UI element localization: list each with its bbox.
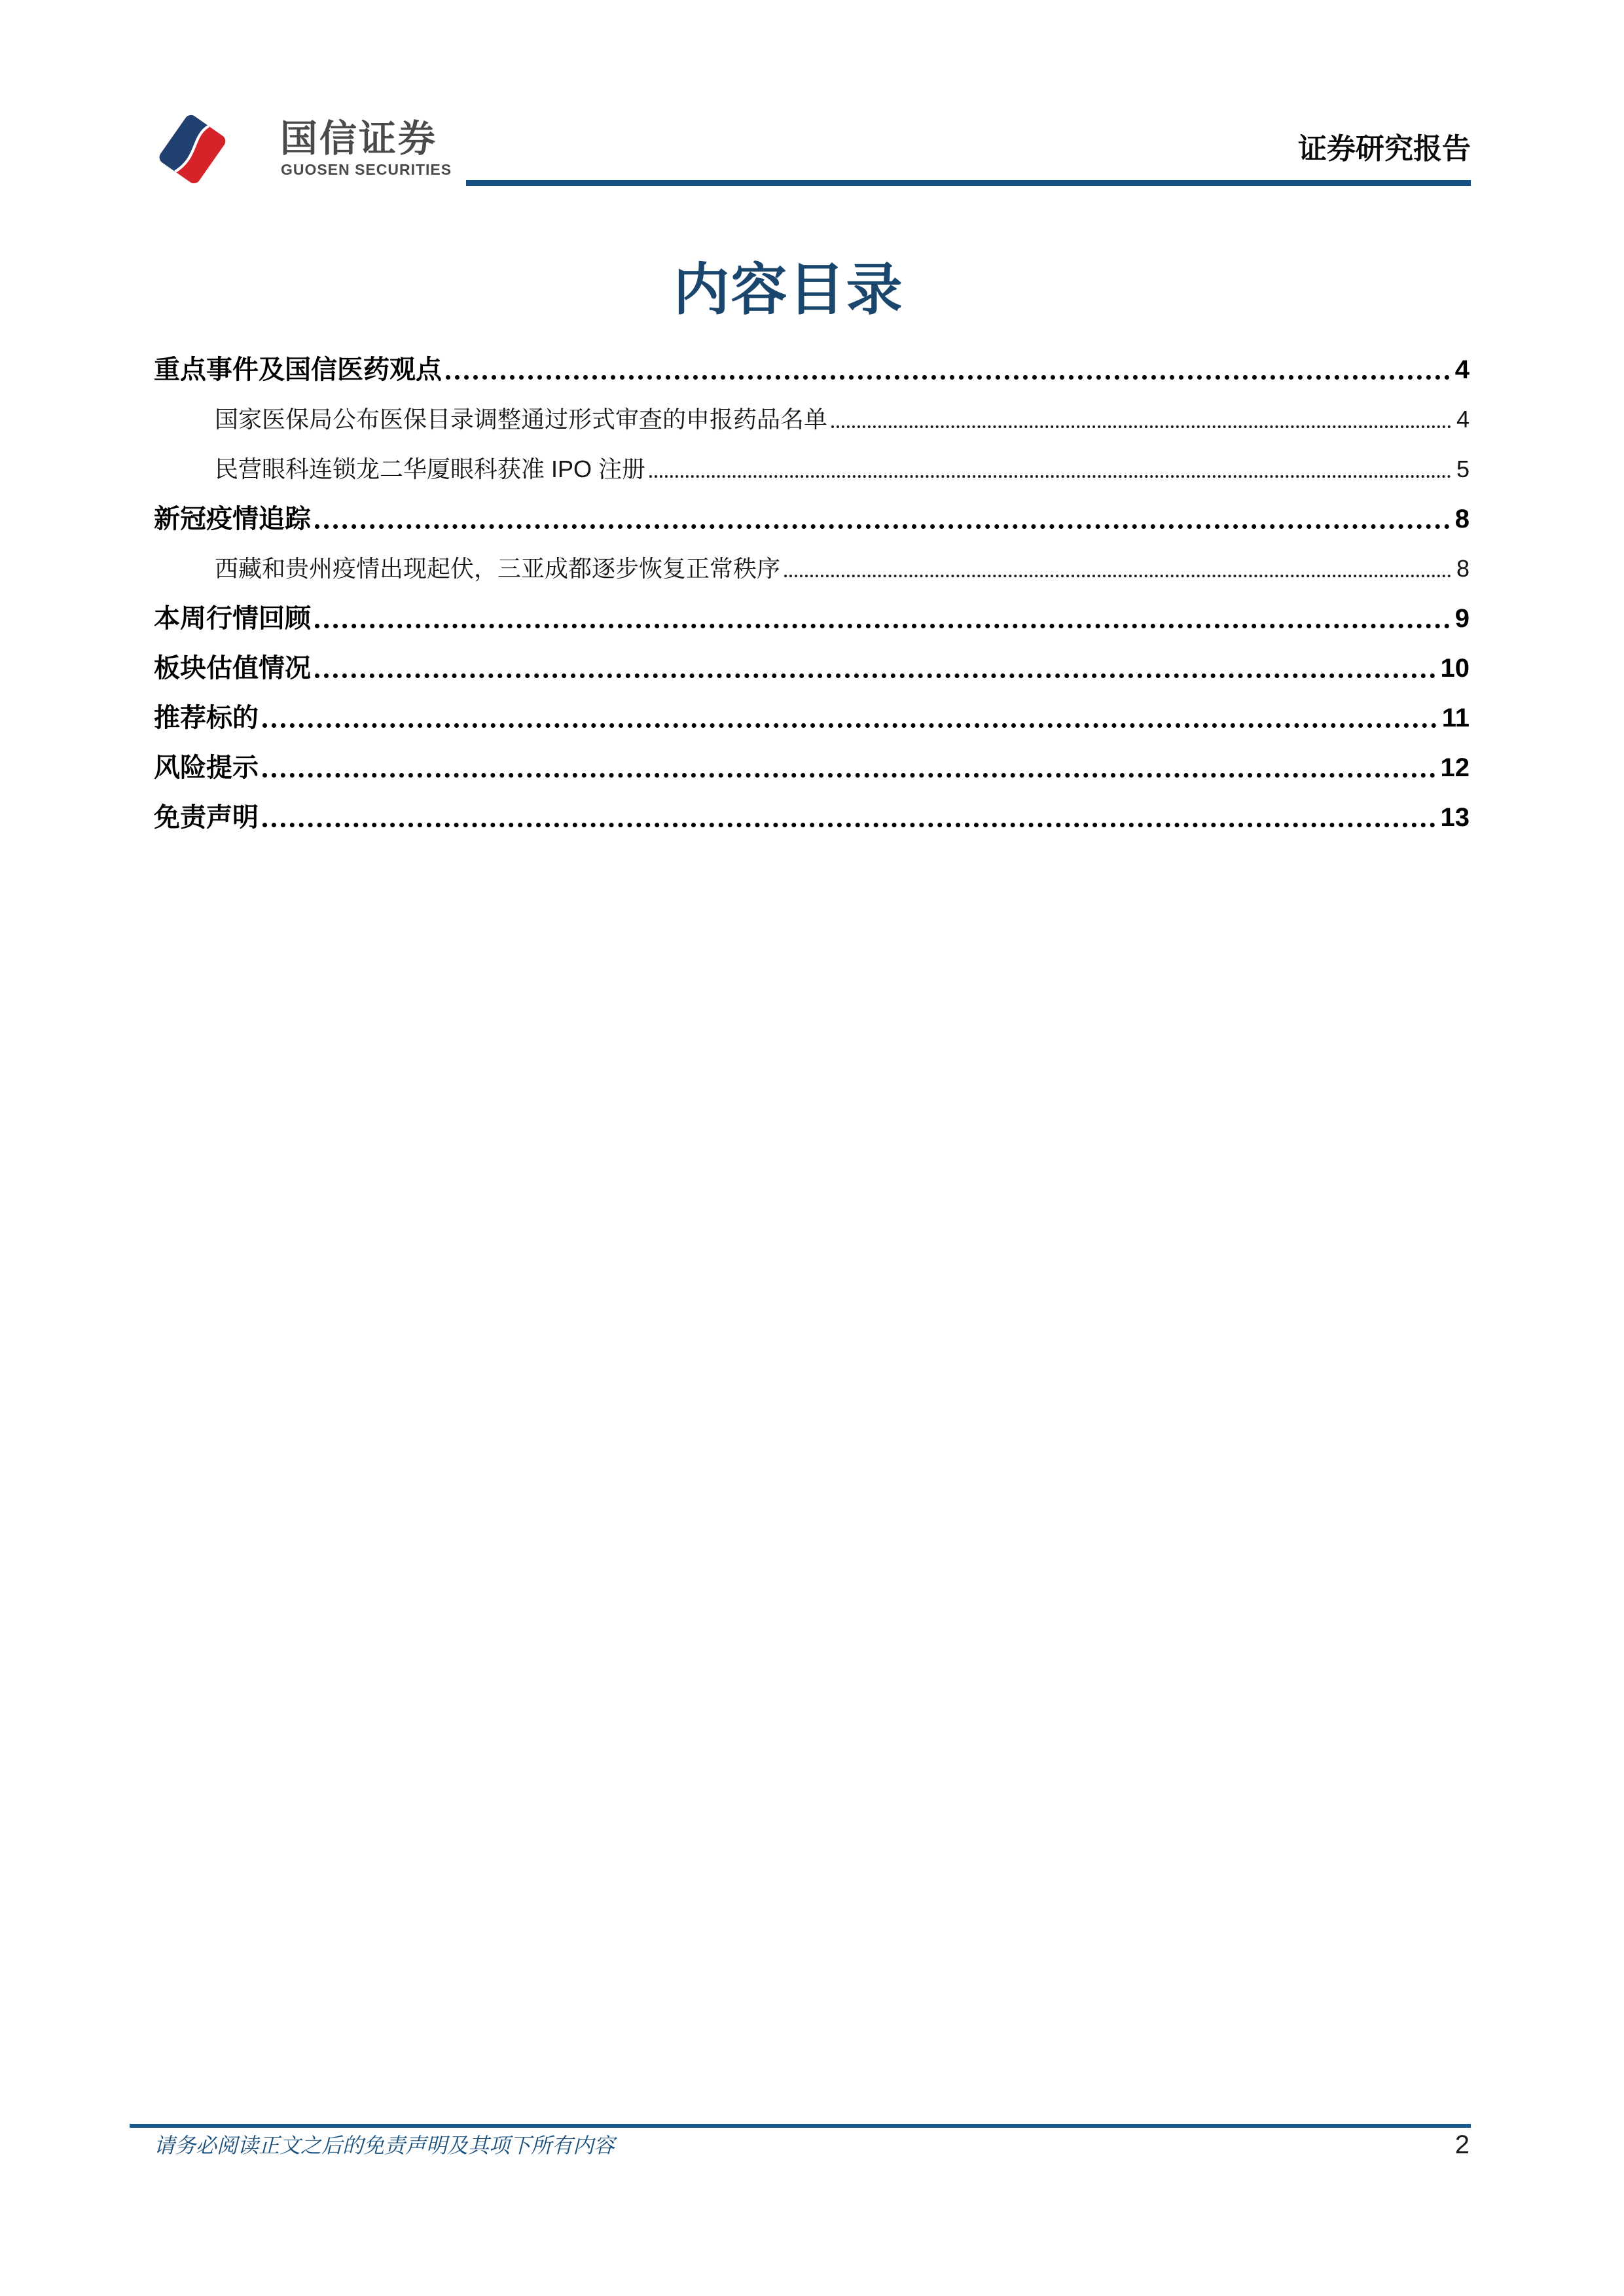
toc-page-number: 4 [1456, 406, 1470, 433]
toc-page-number: 11 [1441, 704, 1470, 732]
dot-leader [649, 444, 1451, 494]
header-rule [466, 180, 1471, 186]
report-type-label: 证券研究报告 [1298, 133, 1471, 165]
toc-page-number: 13 [1440, 803, 1470, 832]
page-title: 内容目录 [673, 259, 904, 321]
toc-row[interactable] [154, 594, 1470, 643]
toc-page-number: 9 [1454, 604, 1470, 633]
toc-row[interactable] [154, 544, 1470, 594]
toc-label: 本周行情回顾 [154, 604, 311, 633]
toc-row[interactable] [154, 793, 1470, 842]
toc-label: 民营眼科连锁龙二华厦眼科获准 IPO 注册 [215, 456, 646, 482]
footer-rule [130, 2124, 1471, 2128]
dot-leader [446, 345, 1450, 395]
logo-en-text: GUOSEN SECURITIES [281, 161, 452, 178]
logo-cn-text: 国信证券 [280, 118, 437, 160]
toc-page-number: 12 [1440, 753, 1470, 782]
footer-page-number: 2 [1454, 2130, 1470, 2159]
toc-label: 板块估值情况 [154, 654, 311, 683]
toc-page-number: 4 [1454, 355, 1470, 384]
toc-page-number: 8 [1454, 505, 1470, 533]
footer-disclaimer: 请务必阅读正文之后的免责声明及其项下所有内容 [154, 2134, 615, 2157]
dot-leader [784, 544, 1451, 594]
toc-label: 新冠疫情追踪 [154, 505, 311, 533]
guosen-logo-icon [148, 111, 237, 187]
dot-leader [262, 793, 1435, 842]
toc-label: 风险提示 [154, 753, 259, 782]
toc-row[interactable] [154, 693, 1470, 743]
dot-leader [262, 743, 1435, 793]
toc-page-number: 10 [1440, 654, 1470, 683]
toc-label: 西藏和贵州疫情出现起伏，三亚成都逐步恢复正常秩序 [215, 555, 781, 582]
toc-row[interactable] [154, 444, 1470, 494]
table-of-contents [154, 345, 1470, 842]
toc-page-number: 5 [1456, 456, 1470, 482]
toc-label: 推荐标的 [154, 704, 259, 732]
dot-leader [315, 494, 1450, 544]
dot-leader [315, 594, 1450, 643]
toc-label: 国家医保局公布医保目录调整通过形式审查的申报药品名单 [215, 406, 828, 433]
dot-leader [315, 643, 1435, 693]
toc-row[interactable] [154, 395, 1470, 444]
toc-row[interactable] [154, 345, 1470, 395]
toc-page-number: 8 [1456, 555, 1470, 582]
toc-row[interactable] [154, 494, 1470, 544]
toc-row[interactable] [154, 743, 1470, 793]
toc-row[interactable] [154, 643, 1470, 693]
toc-label: 免责声明 [154, 803, 259, 832]
dot-leader [831, 395, 1451, 444]
toc-label: 重点事件及国信医药观点 [154, 355, 442, 384]
dot-leader [262, 693, 1437, 743]
